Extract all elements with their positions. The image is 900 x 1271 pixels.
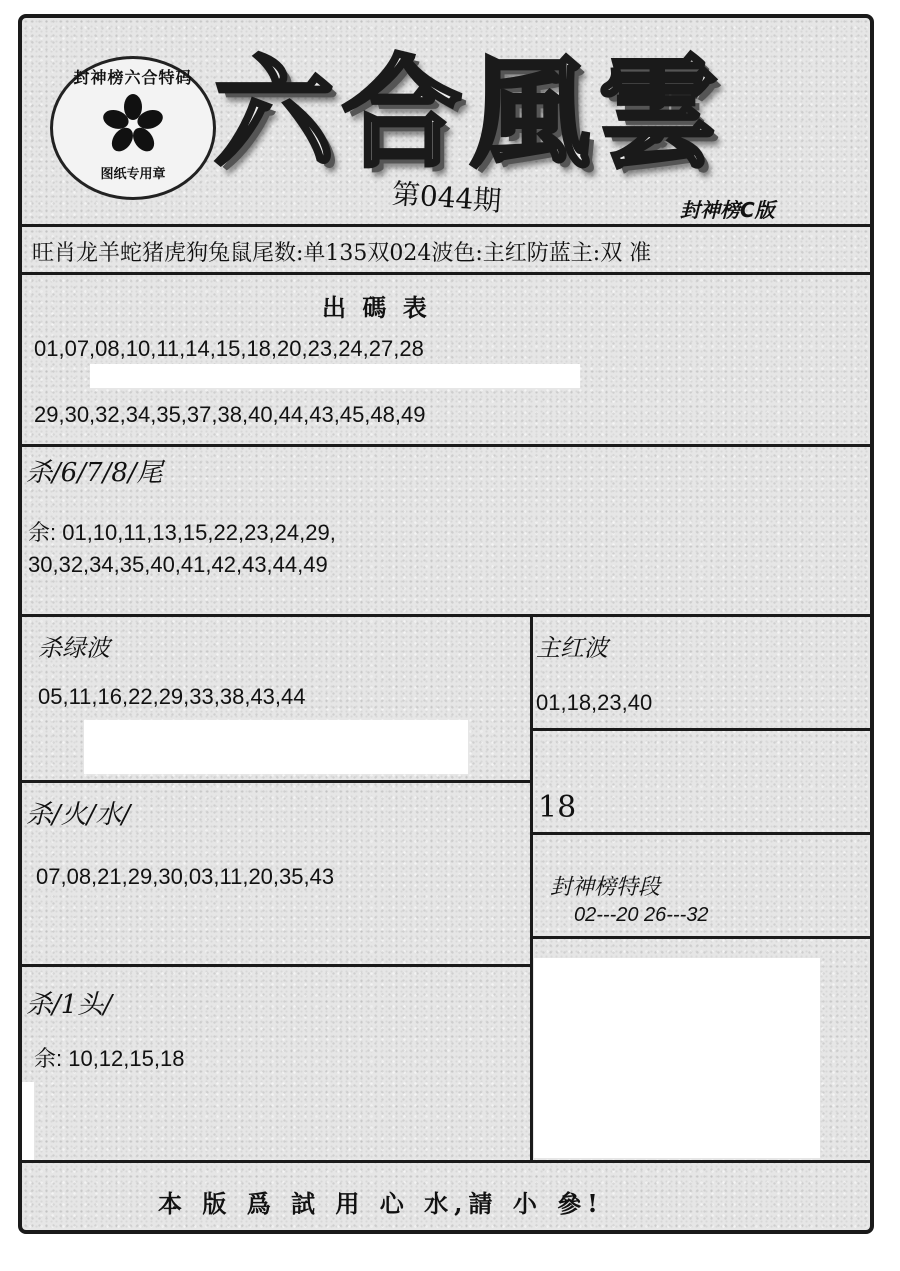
footer-note: 本 版 爲 試 用 心 水,請 小 參! <box>158 1189 604 1218</box>
page-title: 六合風雲 <box>214 43 726 184</box>
special-range-title: 封神榜特段 <box>550 875 661 900</box>
kill-tail-title: 杀/6/7/8/尾 <box>26 458 163 488</box>
divider-line <box>530 728 870 731</box>
divider-line <box>530 832 870 835</box>
blank-area <box>534 958 820 1158</box>
kill-green-title: 杀绿波 <box>38 634 110 662</box>
document-sheet <box>18 14 874 1234</box>
main-red-numbers: 01,18,23,40 <box>536 690 653 715</box>
output-row-2: 29,30,32,34,35,37,38,40,44,43,45,48,49 <box>34 402 426 427</box>
blank-area <box>22 1082 34 1160</box>
kill-green-numbers: 05,11,16,22,29,33,38,43,44 <box>38 684 306 709</box>
issue-number: 第044期 <box>390 177 503 218</box>
main-red-title: 主红波 <box>536 634 608 662</box>
divider-line <box>22 272 870 275</box>
seal-bottom-text: 图纸专用章 <box>100 167 166 182</box>
special-range-values: 02---20 26---32 <box>574 904 709 926</box>
divider-line <box>22 444 870 447</box>
output-table-title: 出 碼 表 <box>322 293 431 322</box>
divider-line <box>22 964 533 967</box>
divider-line <box>22 780 533 783</box>
divider-line <box>22 224 870 227</box>
kill-head-numbers: 余: 10,12,15,18 <box>34 1046 185 1071</box>
bauhinia-flower-icon <box>101 93 165 157</box>
seal-stamp <box>50 56 216 200</box>
info-line: 旺肖龙羊蛇猪虎狗兔鼠尾数:单135双024波色:主红防蓝主:双 准 <box>32 241 652 266</box>
kill-tail-line-2: 30,32,34,35,40,41,42,43,44,49 <box>28 552 328 577</box>
seal-ring-text: 封神榜六合特码 <box>73 68 193 87</box>
kill-head-title: 杀/1头/ <box>26 990 113 1020</box>
divider-line <box>22 614 870 617</box>
special-number: 18 <box>538 790 577 825</box>
blank-area <box>90 364 580 388</box>
kill-tail-line-1: 余: 01,10,11,13,15,22,23,24,29, <box>28 520 336 545</box>
kill-fire-water-title: 杀/火/水/ <box>26 800 131 830</box>
output-row-1: 01,07,08,10,11,14,15,18,20,23,24,27,28 <box>34 336 424 361</box>
kill-fire-water-numbers: 07,08,21,29,30,03,11,20,35,43 <box>36 864 335 889</box>
blank-area <box>84 720 468 774</box>
divider-line <box>530 936 870 939</box>
divider-line <box>530 614 533 1160</box>
edition-label: 封神榜C版 <box>680 198 775 222</box>
divider-line <box>22 1160 870 1163</box>
